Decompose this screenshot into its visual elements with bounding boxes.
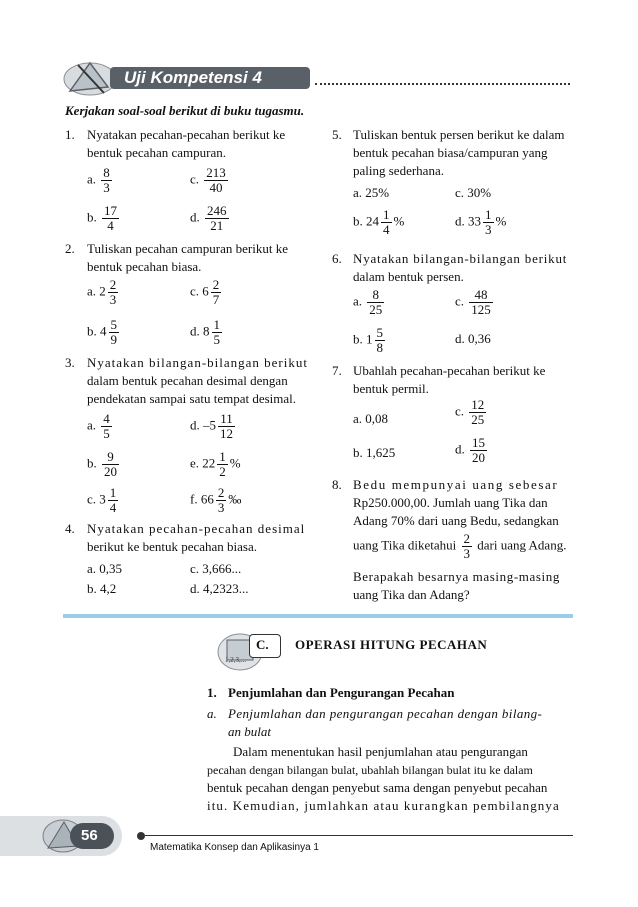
q4-text-1: Nyatakan pecahan-pecahan desimal <box>87 521 306 536</box>
q1-item-a: a. $\frac{8}{3}$ <box>87 165 110 195</box>
q1-num: 1. <box>65 127 75 142</box>
section-icon-text: 1,2,3,... <box>225 656 246 664</box>
section-header <box>215 626 515 676</box>
page-number: 56 <box>81 827 98 844</box>
q8-text-4: uang Tika diketahui $\frac{2}{3}$ dari uang Adang. <box>353 531 567 561</box>
q5-text-3: paling sederhana. <box>353 163 444 178</box>
q6-item-d: d. 0,36 <box>455 331 491 346</box>
q7-item-b: b. 1,625 <box>353 445 396 460</box>
section-letter-box <box>249 634 281 658</box>
q1-item-b: b. $\frac{17}{4}$ <box>87 203 117 233</box>
q1-item-d: d. $\frac{246}{21}$ <box>190 203 227 233</box>
q2-item-c: c. 6 $\frac{2}{7}$ <box>190 277 220 307</box>
q8-text-1: Bedu mempunyai uang sebesar <box>353 477 559 492</box>
q6-text-1: Nyatakan bilangan-bilangan berikut <box>353 251 568 266</box>
banner-title: Uji Kompetensi 4 <box>124 68 262 87</box>
q8-text-6: uang Tika dan Adang? <box>353 587 470 602</box>
banner-dotted-line <box>315 83 570 85</box>
q8-text-2: Rp250.000,00. Jumlah uang Tika dan <box>353 495 548 510</box>
q4-num: 4. <box>65 521 75 536</box>
q2-num: 2. <box>65 241 75 256</box>
q2-item-d: d. 8 $\frac{1}{5}$ <box>190 317 220 347</box>
banner-bar <box>110 67 310 89</box>
paragraph-line-3: bentuk pecahan dengan penyebut sama dengan penyebut pecahan <box>207 780 548 795</box>
q4-item-b: b. 4,2 <box>87 581 117 596</box>
q7-num: 7. <box>332 363 342 378</box>
q5-text-1: Tuliskan bentuk persen berikut ke dalam <box>353 127 565 142</box>
q8-text-5: Berapakah besarnya masing-masing <box>353 569 560 584</box>
q6-item-c: c. $\frac{48}{125}$ <box>455 287 491 317</box>
q1-text-1: Nyatakan pecahan-pecahan berikut ke <box>87 127 286 142</box>
section-letter: C. <box>256 637 269 652</box>
q5-text-2: bentuk pecahan biasa/campuran yang <box>353 145 548 160</box>
q3-item-a: a. $\frac{4}{5}$ <box>87 411 110 441</box>
sub1-title: Penjumlahan dan Pengurangan Pecahan <box>228 685 455 700</box>
paragraph-line-2: pecahan dengan bilangan bulat, ubahlah bilangan bulat itu ke dalam <box>207 763 533 777</box>
instruction: Kerjakan soal-soal berikut di buku tugasmu. <box>65 103 305 118</box>
q8-num: 8. <box>332 477 342 492</box>
q8-text-3: Adang 70% dari uang Bedu, sedangkan <box>353 513 559 528</box>
q3-item-b: b. $\frac{9}{20}$ <box>87 449 117 479</box>
q6-item-b: b. 1 $\frac{5}{8}$ <box>353 325 383 355</box>
q3-num: 3. <box>65 355 75 370</box>
q3-item-e: e. 22 $\frac{1}{2}$ % <box>190 449 241 479</box>
q7-item-a: a. 0,08 <box>353 411 389 426</box>
header-banner <box>60 57 570 97</box>
q3-item-f: f. 66 $\frac{2}{3}$ ‰ <box>190 485 242 515</box>
q5-item-c: c. 30% <box>455 185 492 200</box>
q5-item-b: b. 24 $\frac{1}{4}$ % <box>353 207 405 237</box>
q6-text-2: dalam bentuk persen. <box>353 269 464 284</box>
q1-item-c: c. $\frac{213}{40}$ <box>190 165 226 195</box>
page-number-badge <box>70 823 114 849</box>
suba-line-2: an bulat <box>228 724 271 739</box>
q5-item-a: a. 25% <box>353 185 390 200</box>
section-title: OPERASI HITUNG PECAHAN <box>295 637 488 652</box>
q4-item-d: d. 4,2323... <box>190 581 249 596</box>
section-divider <box>63 614 573 618</box>
q2-text-1: Tuliskan pecahan campuran berikut ke <box>87 241 288 256</box>
q7-text-2: bentuk permil. <box>353 381 429 396</box>
footer-dot <box>137 832 145 840</box>
paragraph-line-1: Dalam menentukan hasil penjumlahan atau pengurangan <box>233 744 528 759</box>
q1-text-2: bentuk pecahan campuran. <box>87 145 226 160</box>
q7-item-d: d. $\frac{15}{20}$ <box>455 435 485 465</box>
q4-item-c: c. 3,666... <box>190 561 242 576</box>
footer-book-title: Matematika Konsep dan Aplikasinya 1 <box>150 842 319 853</box>
q6-item-a: a. $\frac{8}{25}$ <box>353 287 383 317</box>
q4-text-2: berikut ke bentuk pecahan biasa. <box>87 539 258 554</box>
q7-item-c: c. $\frac{12}{25}$ <box>455 397 485 427</box>
sub1-num: 1. <box>207 685 217 700</box>
q3-text-3: pendekatan sampai satu tempat desimal. <box>87 391 297 406</box>
q5-num: 5. <box>332 127 342 142</box>
q3-item-c: c. 3 $\frac{1}{4}$ <box>87 485 117 515</box>
q4-item-a: a. 0,35 <box>87 561 123 576</box>
q2-item-a: a. 2 $\frac{2}{3}$ <box>87 277 117 307</box>
suba-line-1: Penjumlahan dan pengurangan pecahan dengan bilang- <box>228 706 543 721</box>
q5-item-d: d. 33 $\frac{1}{3}$ % <box>455 207 507 237</box>
suba-label: a. <box>207 706 217 721</box>
q2-item-b: b. 4 $\frac{5}{9}$ <box>87 317 117 347</box>
q2-text-2: bentuk pecahan biasa. <box>87 259 202 274</box>
q3-item-d: d. –5 $\frac{11}{12}$ <box>190 411 233 441</box>
q6-num: 6. <box>332 251 342 266</box>
paragraph-line-4: itu. Kemudian, jumlahkan atau kurangkan pembilangnya <box>207 798 560 813</box>
q3-text-1: Nyatakan bilangan-bilangan berikut <box>87 355 308 370</box>
q3-text-2: dalam bentuk pecahan desimal dengan <box>87 373 288 388</box>
q7-text-1: Ubahlah pecahan-pecahan berikut ke <box>353 363 546 378</box>
footer-line <box>145 835 573 836</box>
